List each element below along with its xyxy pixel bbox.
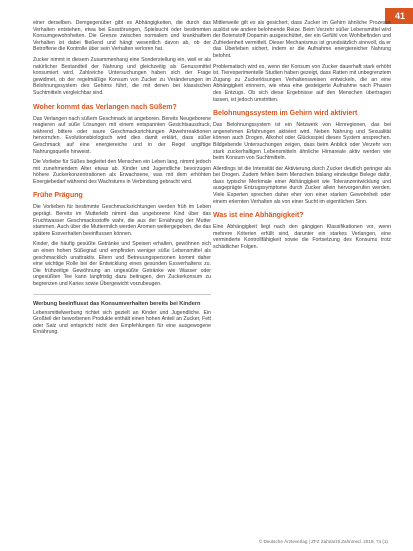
paragraph: einer derselben. Demgegenüber gibt es Abhängigkeiten, die durch das Verhalten entstehen, etwa bei Essstörungen, Spielsucht oder bestimmten Konsumgewohnheiten. Die Grenze zwischen normalem und krankhaftem Verhalten ist dabei fließend und hängt wesentlich davon ab, ob der Betroffene die Kontrolle über sein Verhalten verloren hat. [33, 20, 211, 53]
section-heading: Was ist eine Abhängigkeit? [213, 212, 304, 220]
section-heading: Belohnungssystem im Gehirn wird aktiviert [213, 110, 358, 118]
paragraph: Problematisch wird es, wenn der Konsum von Zucker dauerhaft stark erhöht ist. Tierexperimentelle Studien haben gezeigt, dass Ratten mit unbegrenztem Zugang zu Zuckerlösungen Verhaltensweisen entwickeln, die an eine Abhängigkeit erinnern, wie etwa eine gesteigerte Aufnahme nach Phasen des Entzugs. Ob sich diese Ergebnisse auf den Menschen übertragen lassen, ist jedoch umstritten. [213, 63, 391, 103]
paragraph: Das Belohnungssystem ist ein Netzwerk von Hirnregionen, das bei angenehmen Erfahrungen aktiviert wird. Neben Nahrung und Sexualität können auch Drogen, Alkohol oder Glücksspiel dieses System ansprechen. Bildgebende Untersuchungen zeigen, dass beim Anblick oder Verzehr von stark zuckerhaltigen Lebensmitteln ähnliche Hirnareale aktiv werden wie beim Konsum von Suchtmitteln. [213, 122, 391, 162]
paragraph: Allerdings ist die Intensität der Aktivierung durch Zucker deutlich geringer als bei Drogen. Zudem fehlen beim Menschen bislang eindeutige Belege dafür, dass typische Merkmale einer Abhängigkeit wie Toleranzentwicklung und ausgeprägte Entzugssymptome durch Zucker allein hervorgerufen werden. Viele Experten sprechen daher eher von einer starken Gewohnheit oder einem erlernten Verhalten als von einer Sucht im eigentlichen Sinn. [213, 165, 391, 205]
paragraph: Mittlerweile gilt es als gesichert, dass Zucker im Gehirn ähnliche Prozesse auslöst wie andere belohnende Reize. Beim Verzehr süßer Lebensmittel wird der Botenstoff Dopamin ausgeschüttet, der ein Gefühl von Wohlbefinden und Zufriedenheit vermittelt. Dieser Mechanismus ist grundsätzlich sinnvoll, da er das Überleben sichert, indem er die Aufnahme energiereicher Nahrung belohnt. [213, 20, 391, 59]
paragraph: Das Verlangen nach süßem Geschmack ist angeboren. Bereits Neugeborene reagieren auf süße Lösungen mit einem entspannten Gesichtsausdruck, während bittere oder saure Geschmacksrichtungen Abwehrreaktionen hervorrufen. Evolutionsbiologisch wird dies damit erklärt, dass süßer Geschmack auf eine energiereiche und in der Regel ungiftige Nahrungsquelle hinweist. [33, 115, 211, 155]
box-text: Lebensmittelwerbung richtet sich gezielt an Kinder und Jugendliche. Ein Großteil der beworbenen Produkte enthält einen hohen Anteil an Zucker, Fett oder Salz und entspricht nicht den Empfehlungen für eine ausgewogene Ernährung. [33, 309, 211, 336]
page-footer: © Deutsche Ärzteverlag | ZFZ Zahnärztl Zahnmed. 2019; 74 (1) [258, 539, 388, 544]
paragraph: Die Vorliebe für Süßes begleitet den Menschen ein Leben lang, nimmt jedoch mit zunehmendem Alter etwas ab. Kinder und Jugendliche bevorzugen höhere Zuckerkonzentrationen als Erwachsene, was mit dem erhöhten Energiebedarf während des Wachstums in Verbindung gebracht wird. [33, 159, 211, 185]
section-heading: Woher kommt das Verlangen nach Süßem? [33, 103, 177, 111]
paragraph: Eine Abhängigkeit liegt nach den gängigen Klassifikationen vor, wenn mehrere Kriterien erfüllt sind, darunter ein starkes Verlangen, eine verminderte Kontrollfähigkeit sowie die Fortsetzung des Konsums trotz schädlicher Folgen. [213, 224, 391, 251]
right-column [213, 20, 391, 255]
paragraph: Die Vorlieben für bestimmte Geschmacksrichtungen werden früh im Leben geprägt. Bereits im Mutterleib nimmt das ungeborene Kind über das Fruchtwasser Geschmacksstoffe wahr, die aus der Ernährung der Mutter stammen. Auch über die Muttermilch werden Aromen weitergegeben, die das spätere Essverhalten beeinflussen können. [33, 204, 211, 237]
divider [33, 294, 211, 295]
page-number: 41 [385, 8, 413, 24]
section-heading: Frühe Prägung [33, 192, 83, 200]
paragraph: Zucker nimmt in diesem Zusammenhang eine Sonderstellung ein, weil er als natürlicher Bestandteil der Nahrung und gleichzeitig als Genussmittel konsumiert wird. Zahlreiche Untersuchungen haben sich der Frage gewidmet, ob der regelmäßige Konsum von Zucker zu Veränderungen im Belohnungssystem des Gehirns führt, die mit denen bei klassischen Suchtmitteln vergleichbar sind. [33, 56, 211, 96]
paragraph: Kinder, die häufig gesüßte Getränke und Speisen erhalten, gewöhnen sich an einen hohen Süßegrad und empfinden weniger süße Lebensmittel als geschmacklich unattraktiv. Eltern und Betreuungspersonen kommt daher eine wichtige Rolle bei der Entwicklung eines gesunden Essverhaltens zu. Die frühzeitige Gewöhnung an ungesüßte Getränke wie Wasser oder ungesüßten Tee kann langfristig dazu beitragen, den Zuckerkonsum zu begrenzen und Karies sowie Übergewicht vorzubeugen. [33, 241, 211, 287]
box-heading: Werbung beeinflusst das Konsumverhalten bereits bei Kindern [33, 300, 201, 307]
left-column [33, 20, 211, 340]
